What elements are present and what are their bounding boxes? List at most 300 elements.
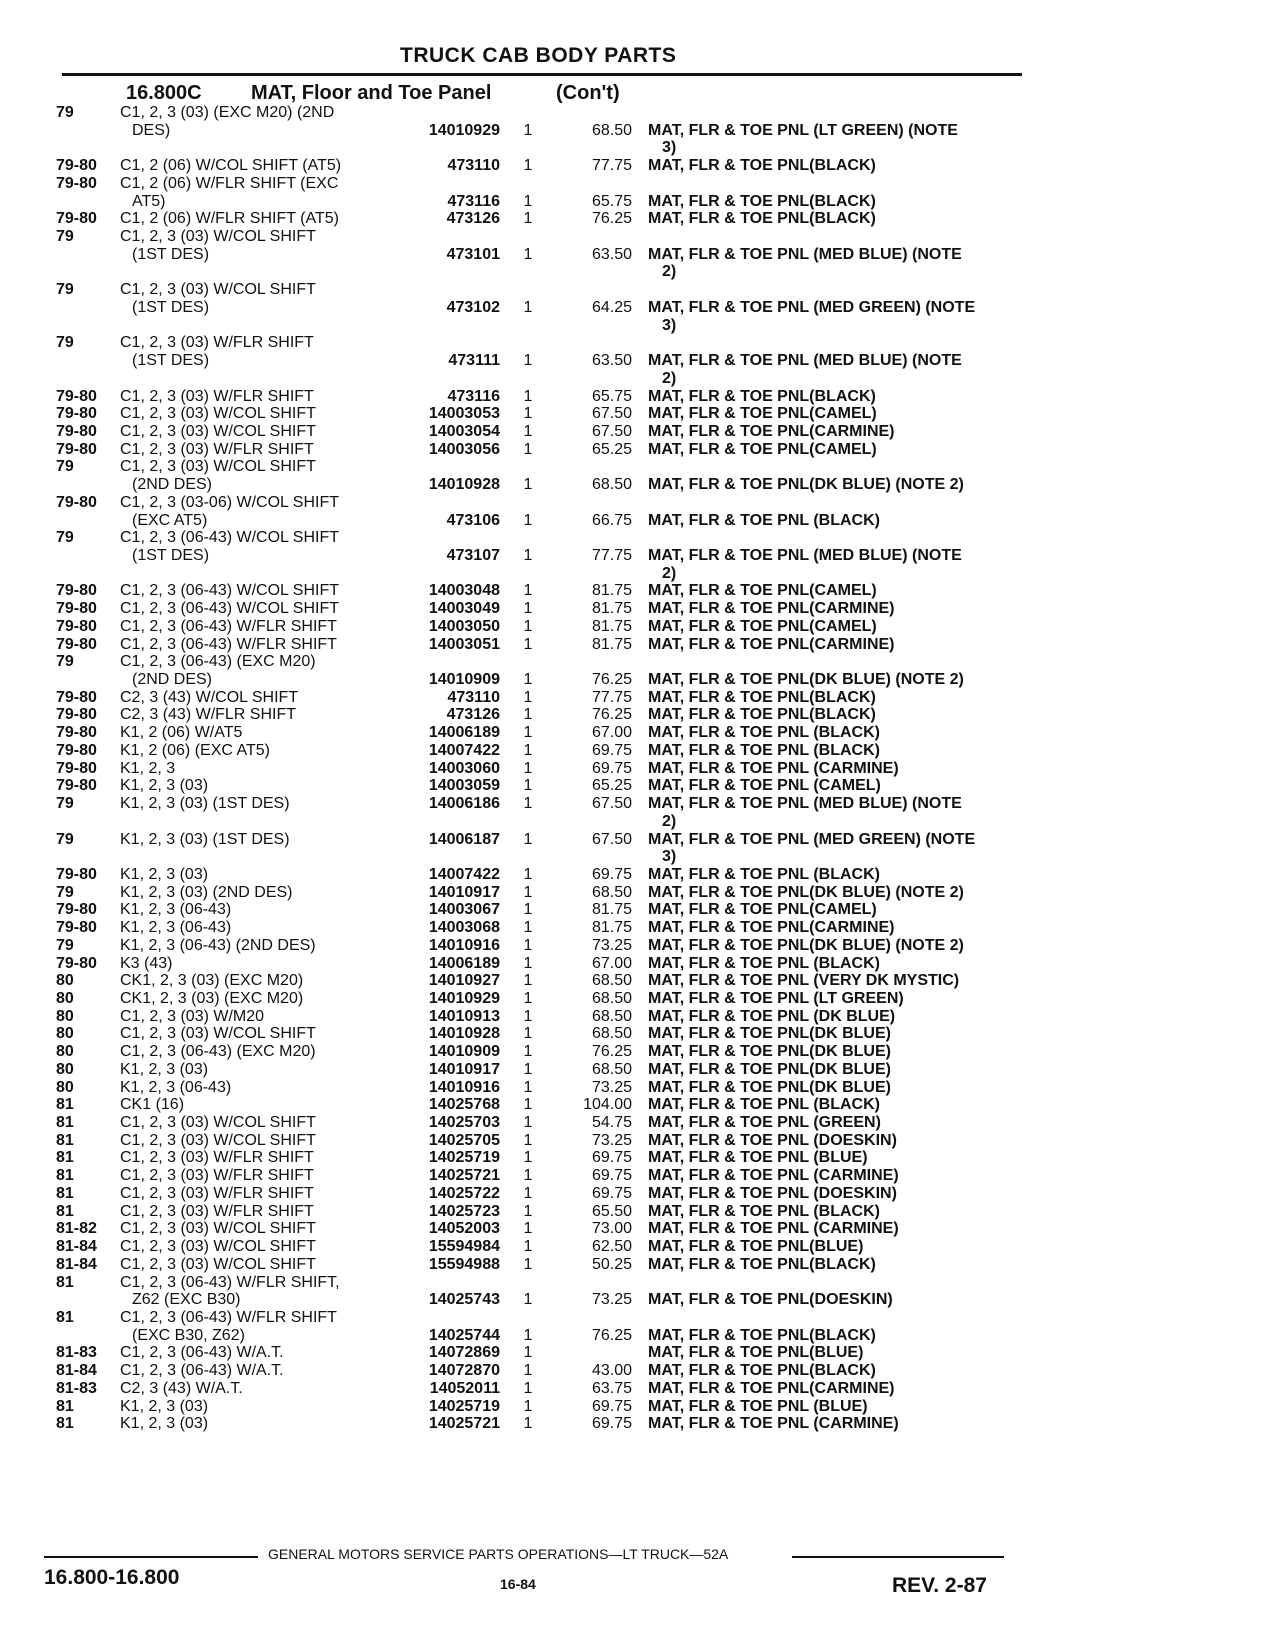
quantity: 1 bbox=[523, 1291, 533, 1309]
figure-number: 79-80 bbox=[56, 440, 97, 458]
quantity: 1 bbox=[523, 724, 533, 742]
price: 68.50 bbox=[591, 121, 632, 139]
quantity: 1 bbox=[523, 1238, 533, 1256]
figure-number: 81-82 bbox=[56, 1220, 97, 1238]
part-number: 473110 bbox=[447, 157, 500, 175]
part-name: MAT, FLR & TOE PNL (LT GREEN) bbox=[648, 990, 904, 1007]
figure-number: 81 bbox=[56, 1273, 74, 1291]
row-description: C1, 2, 3 (03-06) W/COL SHIFT bbox=[120, 493, 340, 511]
quantity: 1 bbox=[523, 1220, 533, 1238]
figure-number: 81-83 bbox=[56, 1379, 97, 1397]
price: 67.50 bbox=[591, 830, 632, 848]
quantity: 1 bbox=[523, 972, 533, 990]
row-description: K1, 2, 3 (06-43) bbox=[120, 901, 232, 919]
page-title: TRUCK CAB BODY PARTS bbox=[400, 44, 677, 67]
row-description: K1, 2, 3 (06-43) bbox=[120, 1078, 232, 1096]
quantity: 1 bbox=[523, 1149, 533, 1167]
price: 81.75 bbox=[591, 919, 632, 937]
part-number: 14007422 bbox=[428, 741, 500, 759]
part-number: 15594984 bbox=[428, 1238, 500, 1256]
part-name: MAT, FLR & TOE PNL(BLACK) bbox=[648, 157, 876, 175]
row-description: K1, 2, 3 (03) bbox=[120, 1415, 209, 1433]
row-description: K3 (43) bbox=[120, 954, 173, 972]
section-continued: (Con't) bbox=[556, 82, 620, 104]
part-number: 14006186 bbox=[428, 795, 500, 813]
quantity: 1 bbox=[523, 511, 533, 529]
part-number: 14010916 bbox=[428, 936, 500, 954]
figure-number: 79 bbox=[56, 458, 74, 476]
row-description: C2, 3 (43) W/FLR SHIFT bbox=[120, 706, 297, 724]
part-number: 15594988 bbox=[428, 1255, 500, 1273]
row-description: CK1, 2, 3 (03) (EXC M20) bbox=[120, 972, 304, 990]
figure-number: 79-80 bbox=[56, 157, 97, 175]
footer-rule-left bbox=[44, 1556, 258, 1558]
part-name: MAT, FLR & TOE PNL (CARMINE) bbox=[648, 1415, 899, 1433]
price: 73.00 bbox=[591, 1220, 632, 1238]
figure-number: 79-80 bbox=[56, 741, 97, 759]
figure-number: 79-80 bbox=[56, 387, 97, 405]
part-name: MAT, FLR & TOE PNL (CARMINE) bbox=[648, 1220, 899, 1238]
figure-number: 81 bbox=[56, 1096, 74, 1114]
figure-number: 79-80 bbox=[56, 688, 97, 706]
figure-number: 80 bbox=[56, 1007, 74, 1025]
row-description: C1, 2 (06) W/FLR SHIFT (AT5) bbox=[120, 210, 339, 228]
row-description: C1, 2, 3 (03) W/FLR SHIFT bbox=[120, 440, 314, 458]
quantity: 1 bbox=[523, 422, 533, 440]
row-description: C1, 2, 3 (03) W/COL SHIFT bbox=[120, 422, 316, 440]
price: 68.50 bbox=[591, 1060, 632, 1078]
part-number: 14025703 bbox=[428, 1114, 500, 1132]
figure-number: 81-84 bbox=[56, 1238, 97, 1256]
figure-number: 79-80 bbox=[56, 582, 97, 600]
part-name: MAT, FLR & TOE PNL (MED BLUE) (NOTE bbox=[648, 245, 962, 263]
figure-number: 80 bbox=[56, 1078, 74, 1096]
price: 69.75 bbox=[591, 741, 632, 759]
part-number: 14010909 bbox=[428, 1043, 500, 1061]
price: 62.50 bbox=[591, 1238, 632, 1256]
part-name: MAT, FLR & TOE PNL(BLACK) bbox=[648, 1362, 876, 1380]
part-name-cont: 3) bbox=[662, 139, 677, 157]
figure-number: 79 bbox=[56, 653, 74, 671]
figure-number: 79-80 bbox=[56, 210, 97, 228]
quantity: 1 bbox=[523, 405, 533, 423]
part-name: MAT, FLR & TOE PNL (BLACK) bbox=[648, 954, 880, 972]
row-description: K1, 2, 3 (06-43) bbox=[120, 919, 232, 937]
row-description: C1, 2, 3 (03) W/COL SHIFT bbox=[120, 1025, 316, 1043]
price: 73.25 bbox=[591, 1291, 632, 1309]
quantity: 1 bbox=[523, 582, 533, 600]
part-number: 14025744 bbox=[428, 1326, 500, 1344]
figure-number: 81 bbox=[56, 1308, 74, 1326]
quantity: 1 bbox=[523, 919, 533, 937]
quantity: 1 bbox=[523, 635, 533, 653]
quantity: 1 bbox=[523, 990, 533, 1007]
price: 77.75 bbox=[591, 547, 632, 564]
part-number: 14025721 bbox=[428, 1415, 500, 1433]
price: 68.50 bbox=[591, 1025, 632, 1043]
quantity: 1 bbox=[523, 617, 533, 635]
price: 73.25 bbox=[591, 1131, 632, 1149]
footer-page-number: 16-84 bbox=[500, 1576, 536, 1592]
price: 65.75 bbox=[591, 387, 632, 405]
part-name: MAT, FLR & TOE PNL (DOESKIN) bbox=[648, 1184, 897, 1202]
figure-number: 79 bbox=[56, 883, 74, 901]
part-number: 14010917 bbox=[428, 883, 500, 901]
part-number: 14025705 bbox=[428, 1131, 500, 1149]
part-number: 14025722 bbox=[428, 1184, 500, 1202]
price: 69.75 bbox=[591, 1415, 632, 1433]
row-description: C1, 2, 3 (03) W/COL SHIFT bbox=[120, 1238, 316, 1256]
price: 69.75 bbox=[591, 1167, 632, 1185]
part-number: 14010916 bbox=[428, 1078, 500, 1096]
part-name: MAT, FLR & TOE PNL(CARMINE) bbox=[648, 422, 895, 440]
row-description: C1, 2, 3 (06-43) W/COL SHIFT bbox=[120, 582, 340, 600]
part-name: MAT, FLR & TOE PNL (MED BLUE) (NOTE bbox=[648, 547, 962, 564]
footer-rule-right bbox=[792, 1556, 1004, 1558]
price: 63.75 bbox=[591, 1379, 632, 1397]
row-description: K1, 2 (06) W/AT5 bbox=[120, 724, 243, 742]
quantity: 1 bbox=[523, 883, 533, 901]
part-name: MAT, FLR & TOE PNL(CARMINE) bbox=[648, 635, 895, 653]
row-description: C1, 2, 3 (03) W/COL SHIFT bbox=[120, 1114, 316, 1132]
section-heading bbox=[126, 82, 620, 105]
row-description: C1, 2, 3 (03) W/COL SHIFT bbox=[120, 1220, 316, 1238]
price: 68.50 bbox=[591, 476, 632, 494]
part-name-cont: 3) bbox=[662, 316, 677, 334]
part-name-cont: 3) bbox=[662, 848, 677, 866]
part-name-cont: 2) bbox=[662, 564, 677, 582]
row-description: C1, 2, 3 (03) W/COL SHIFT bbox=[120, 281, 316, 299]
price: 63.50 bbox=[591, 352, 632, 370]
price: 68.50 bbox=[591, 990, 632, 1007]
row-description: C1, 2, 3 (06-43) W/FLR SHIFT, bbox=[120, 1273, 340, 1291]
row-description-cont: (1ST DES) bbox=[132, 547, 210, 564]
figure-number: 81 bbox=[56, 1397, 74, 1415]
row-description: C1, 2, 3 (06-43) W/FLR SHIFT bbox=[120, 617, 337, 635]
quantity: 1 bbox=[523, 777, 533, 795]
title-rule bbox=[62, 73, 1022, 76]
figure-number: 79 bbox=[56, 529, 74, 547]
figure-number: 81-84 bbox=[56, 1255, 97, 1273]
figure-number: 79-80 bbox=[56, 422, 97, 440]
footer-section-range: 16.800-16.800 bbox=[44, 1566, 180, 1589]
part-name: MAT, FLR & TOE PNL (BLACK) bbox=[648, 1202, 880, 1220]
row-description: C1, 2, 3 (03) W/M20 bbox=[120, 1007, 265, 1025]
quantity: 1 bbox=[523, 440, 533, 458]
quantity: 1 bbox=[523, 1184, 533, 1202]
part-number: 473111 bbox=[448, 352, 500, 370]
figure-number: 80 bbox=[56, 1060, 74, 1078]
part-number: 14025743 bbox=[428, 1291, 500, 1309]
row-description: C1, 2, 3 (06-43) W/A.T. bbox=[120, 1362, 284, 1380]
figure-number: 81 bbox=[56, 1202, 74, 1220]
row-description: K1, 2, 3 bbox=[120, 759, 176, 777]
price: 64.25 bbox=[591, 298, 632, 316]
row-description: C2, 3 (43) W/COL SHIFT bbox=[120, 688, 299, 706]
footer-publisher: GENERAL MOTORS SERVICE PARTS OPERATIONS—LT TRUCK—52A bbox=[268, 1546, 729, 1562]
part-name: MAT, FLR & TOE PNL(BLACK) bbox=[648, 387, 876, 405]
row-description: C1, 2, 3 (06-43) W/A.T. bbox=[120, 1344, 284, 1362]
row-description: C1, 2, 3 (06-43) W/FLR SHIFT bbox=[120, 1308, 337, 1326]
part-name: MAT, FLR & TOE PNL (CAMEL) bbox=[648, 777, 881, 795]
part-name: MAT, FLR & TOE PNL (BLUE) bbox=[648, 1397, 868, 1415]
part-name: MAT, FLR & TOE PNL(DK BLUE) (NOTE 2) bbox=[648, 671, 964, 689]
part-number: 14003059 bbox=[428, 777, 500, 795]
part-name: MAT, FLR & TOE PNL(BLUE) bbox=[648, 1344, 864, 1362]
part-name: MAT, FLR & TOE PNL(DOESKIN) bbox=[648, 1291, 893, 1309]
quantity: 1 bbox=[523, 954, 533, 972]
price: 76.25 bbox=[591, 671, 632, 689]
part-name: MAT, FLR & TOE PNL (CARMINE) bbox=[648, 1167, 899, 1185]
quantity: 1 bbox=[523, 1078, 533, 1096]
figure-number: 79-80 bbox=[56, 706, 97, 724]
part-name: MAT, FLR & TOE PNL(CARMINE) bbox=[648, 600, 895, 618]
part-name: MAT, FLR & TOE PNL(CAMEL) bbox=[648, 617, 877, 635]
price: 104.00 bbox=[583, 1096, 632, 1114]
row-description: C1, 2 (06) W/COL SHIFT (AT5) bbox=[120, 157, 342, 175]
quantity: 1 bbox=[523, 1096, 533, 1114]
price: 65.50 bbox=[591, 1202, 632, 1220]
part-number: 14010909 bbox=[428, 671, 500, 689]
price: 68.50 bbox=[591, 883, 632, 901]
price: 67.50 bbox=[591, 422, 632, 440]
price: 67.00 bbox=[591, 954, 632, 972]
figure-number: 79-80 bbox=[56, 174, 97, 192]
price: 76.25 bbox=[591, 706, 632, 724]
part-name: MAT, FLR & TOE PNL (MED BLUE) (NOTE bbox=[648, 795, 962, 813]
part-number: 473126 bbox=[446, 706, 500, 724]
figure-number: 79 bbox=[56, 228, 74, 246]
footer-revision: REV. 2-87 bbox=[892, 1574, 987, 1597]
part-name: MAT, FLR & TOE PNL (BLACK) bbox=[648, 1096, 880, 1114]
row-description-cont: (2ND DES) bbox=[132, 671, 213, 689]
price: 67.50 bbox=[591, 405, 632, 423]
price: 66.75 bbox=[591, 511, 632, 529]
part-number: 14025719 bbox=[428, 1149, 500, 1167]
part-name: MAT, FLR & TOE PNL(CAMEL) bbox=[648, 405, 877, 423]
row-description: C1, 2, 3 (06-43) W/FLR SHIFT bbox=[120, 635, 337, 653]
row-description: CK1, 2, 3 (03) (EXC M20) bbox=[120, 990, 304, 1007]
row-description: K1, 2, 3 (03) bbox=[120, 1397, 209, 1415]
price: 54.75 bbox=[591, 1114, 632, 1132]
quantity: 1 bbox=[523, 795, 533, 813]
price: 69.75 bbox=[591, 865, 632, 883]
row-description-cont: Z62 (EXC B30) bbox=[132, 1291, 241, 1309]
part-number: 14003053 bbox=[428, 405, 500, 423]
part-name: MAT, FLR & TOE PNL(BLACK) bbox=[648, 210, 876, 228]
figure-number: 79-80 bbox=[56, 635, 97, 653]
part-number: 14003068 bbox=[428, 919, 500, 937]
part-number: 14003067 bbox=[428, 901, 500, 919]
part-name: MAT, FLR & TOE PNL(DK BLUE) bbox=[648, 1078, 891, 1096]
price: 69.75 bbox=[591, 1397, 632, 1415]
figure-number: 81 bbox=[56, 1167, 74, 1185]
part-name: MAT, FLR & TOE PNL (DOESKIN) bbox=[648, 1131, 897, 1149]
part-number: 14010917 bbox=[428, 1060, 500, 1078]
figure-number: 79-80 bbox=[56, 919, 97, 937]
price: 69.75 bbox=[591, 759, 632, 777]
row-description: K1, 2, 3 (06-43) (2ND DES) bbox=[120, 936, 316, 954]
row-description: C1, 2, 3 (06-43) (EXC M20) bbox=[120, 653, 316, 671]
quantity: 1 bbox=[523, 1060, 533, 1078]
row-description: K1, 2, 3 (03) (1ST DES) bbox=[120, 830, 290, 848]
figure-number: 81 bbox=[56, 1184, 74, 1202]
row-description: K1, 2, 3 (03) bbox=[120, 1060, 209, 1078]
part-number: 14006187 bbox=[428, 830, 500, 848]
part-name: MAT, FLR & TOE PNL (MED BLUE) (NOTE bbox=[648, 352, 962, 370]
row-description: C1, 2, 3 (03) W/FLR SHIFT bbox=[120, 1184, 314, 1202]
part-name: MAT, FLR & TOE PNL (CARMINE) bbox=[648, 759, 899, 777]
quantity: 1 bbox=[523, 901, 533, 919]
price: 63.50 bbox=[591, 245, 632, 263]
row-description: K1, 2, 3 (03) bbox=[120, 865, 209, 883]
part-number: 14003050 bbox=[428, 617, 500, 635]
figure-number: 80 bbox=[56, 1025, 74, 1043]
price: 81.75 bbox=[591, 600, 632, 618]
part-number: 14072870 bbox=[428, 1362, 500, 1380]
price bbox=[550, 1344, 632, 1362]
price: 81.75 bbox=[591, 617, 632, 635]
part-number: 14003054 bbox=[428, 422, 500, 440]
quantity: 1 bbox=[523, 192, 533, 210]
part-number: 473110 bbox=[447, 688, 500, 706]
part-number: 14003056 bbox=[428, 440, 500, 458]
quantity: 1 bbox=[523, 476, 533, 494]
row-description-cont: (1ST DES) bbox=[132, 352, 210, 370]
quantity: 1 bbox=[523, 741, 533, 759]
part-number: 14007422 bbox=[428, 865, 500, 883]
part-number: 14010927 bbox=[428, 972, 500, 990]
part-name: MAT, FLR & TOE PNL(BLACK) bbox=[648, 706, 876, 724]
section-number: 16.800C bbox=[126, 82, 202, 104]
part-number: 14025719 bbox=[428, 1397, 500, 1415]
figure-number: 80 bbox=[56, 990, 74, 1007]
part-name-cont: 2) bbox=[662, 263, 677, 281]
part-number: 14072869 bbox=[428, 1344, 500, 1362]
figure-number: 79-80 bbox=[56, 901, 97, 919]
part-name: MAT, FLR & TOE PNL (BLACK) bbox=[648, 511, 880, 529]
part-number: 473106 bbox=[446, 511, 500, 529]
figure-number: 79-80 bbox=[56, 617, 97, 635]
price: 65.25 bbox=[591, 777, 632, 795]
part-number: 473116 bbox=[447, 192, 500, 210]
row-description: C1, 2, 3 (03) W/COL SHIFT bbox=[120, 405, 316, 423]
part-number: 473116 bbox=[447, 387, 500, 405]
figure-number: 81 bbox=[56, 1415, 74, 1433]
row-description: CK1 (16) bbox=[120, 1096, 185, 1114]
figure-number: 79-80 bbox=[56, 777, 97, 795]
quantity: 1 bbox=[523, 121, 533, 139]
quantity: 1 bbox=[523, 1362, 533, 1380]
figure-number: 79-80 bbox=[56, 493, 97, 511]
part-name: MAT, FLR & TOE PNL (BLUE) bbox=[648, 1149, 868, 1167]
quantity: 1 bbox=[523, 671, 533, 689]
quantity: 1 bbox=[523, 352, 533, 370]
row-description: C1, 2, 3 (06-43) W/COL SHIFT bbox=[120, 600, 340, 618]
part-number: 14052003 bbox=[428, 1220, 500, 1238]
quantity: 1 bbox=[523, 1379, 533, 1397]
figure-number: 79-80 bbox=[56, 865, 97, 883]
part-number: 14010929 bbox=[428, 990, 500, 1007]
figure-number: 79-80 bbox=[56, 600, 97, 618]
section-title: MAT, Floor and Toe Panel bbox=[251, 82, 492, 104]
quantity: 1 bbox=[523, 298, 533, 316]
price: 65.25 bbox=[591, 440, 632, 458]
price: 69.75 bbox=[591, 1149, 632, 1167]
part-name: MAT, FLR & TOE PNL (BLACK) bbox=[648, 741, 880, 759]
row-description: C1, 2, 3 (03) W/FLR SHIFT bbox=[120, 334, 314, 352]
figure-number: 79 bbox=[56, 334, 74, 352]
figure-number: 79-80 bbox=[56, 759, 97, 777]
quantity: 1 bbox=[523, 688, 533, 706]
price: 81.75 bbox=[591, 582, 632, 600]
part-name: MAT, FLR & TOE PNL (MED GREEN) (NOTE bbox=[648, 830, 976, 848]
quantity: 1 bbox=[523, 1007, 533, 1025]
price: 68.50 bbox=[591, 1007, 632, 1025]
part-name: MAT, FLR & TOE PNL(BLACK) bbox=[648, 688, 876, 706]
part-name: MAT, FLR & TOE PNL(BLACK) bbox=[648, 1255, 876, 1273]
part-name: MAT, FLR & TOE PNL (BLACK) bbox=[648, 865, 880, 883]
row-description: C1, 2, 3 (03) W/FLR SHIFT bbox=[120, 387, 314, 405]
part-name: MAT, FLR & TOE PNL (BLACK) bbox=[648, 724, 880, 742]
part-number: 14010929 bbox=[428, 121, 500, 139]
quantity: 1 bbox=[523, 1344, 533, 1362]
quantity: 1 bbox=[523, 1131, 533, 1149]
figure-number: 81-83 bbox=[56, 1344, 97, 1362]
row-description: C1, 2, 3 (03) (EXC M20) (2ND bbox=[120, 104, 335, 121]
part-name-cont: 2) bbox=[662, 812, 677, 830]
part-number: 14010913 bbox=[428, 1007, 500, 1025]
part-number: 14006189 bbox=[428, 954, 500, 972]
part-name: MAT, FLR & TOE PNL (LT GREEN) (NOTE bbox=[648, 121, 958, 139]
part-number: 14003051 bbox=[428, 635, 500, 653]
quantity: 1 bbox=[523, 1397, 533, 1415]
part-number: 473101 bbox=[446, 245, 500, 263]
figure-number: 81 bbox=[56, 1114, 74, 1132]
price: 73.25 bbox=[591, 936, 632, 954]
price: 69.75 bbox=[591, 1184, 632, 1202]
row-description: C1, 2, 3 (03) W/FLR SHIFT bbox=[120, 1202, 314, 1220]
quantity: 1 bbox=[523, 387, 533, 405]
quantity: 1 bbox=[523, 1255, 533, 1273]
part-number: 473107 bbox=[446, 547, 500, 564]
row-description: C1, 2, 3 (03) W/COL SHIFT bbox=[120, 458, 316, 476]
figure-number: 79 bbox=[56, 104, 74, 121]
part-name: MAT, FLR & TOE PNL(DK BLUE) bbox=[648, 1043, 891, 1061]
figure-number: 80 bbox=[56, 972, 74, 990]
price: 43.00 bbox=[591, 1362, 632, 1380]
price: 65.75 bbox=[591, 192, 632, 210]
quantity: 1 bbox=[523, 1326, 533, 1344]
quantity: 1 bbox=[523, 245, 533, 263]
figure-number: 79 bbox=[56, 830, 74, 848]
quantity: 1 bbox=[523, 547, 533, 564]
part-name: MAT, FLR & TOE PNL(DK BLUE) (NOTE 2) bbox=[648, 476, 964, 494]
quantity: 1 bbox=[523, 1043, 533, 1061]
part-number: 14025723 bbox=[428, 1202, 500, 1220]
row-description-cont: (EXC B30, Z62) bbox=[132, 1326, 245, 1344]
price: 76.25 bbox=[591, 1043, 632, 1061]
row-description: C1, 2, 3 (03) W/COL SHIFT bbox=[120, 228, 316, 246]
price: 77.75 bbox=[591, 688, 632, 706]
row-description-cont: AT5) bbox=[132, 192, 166, 210]
part-name: MAT, FLR & TOE PNL(DK BLUE) bbox=[648, 1025, 891, 1043]
part-number: 14010928 bbox=[428, 1025, 500, 1043]
quantity: 1 bbox=[523, 1025, 533, 1043]
price: 68.50 bbox=[591, 972, 632, 990]
part-number: 14003049 bbox=[428, 600, 500, 618]
row-description: C2, 3 (43) W/A.T. bbox=[120, 1379, 243, 1397]
